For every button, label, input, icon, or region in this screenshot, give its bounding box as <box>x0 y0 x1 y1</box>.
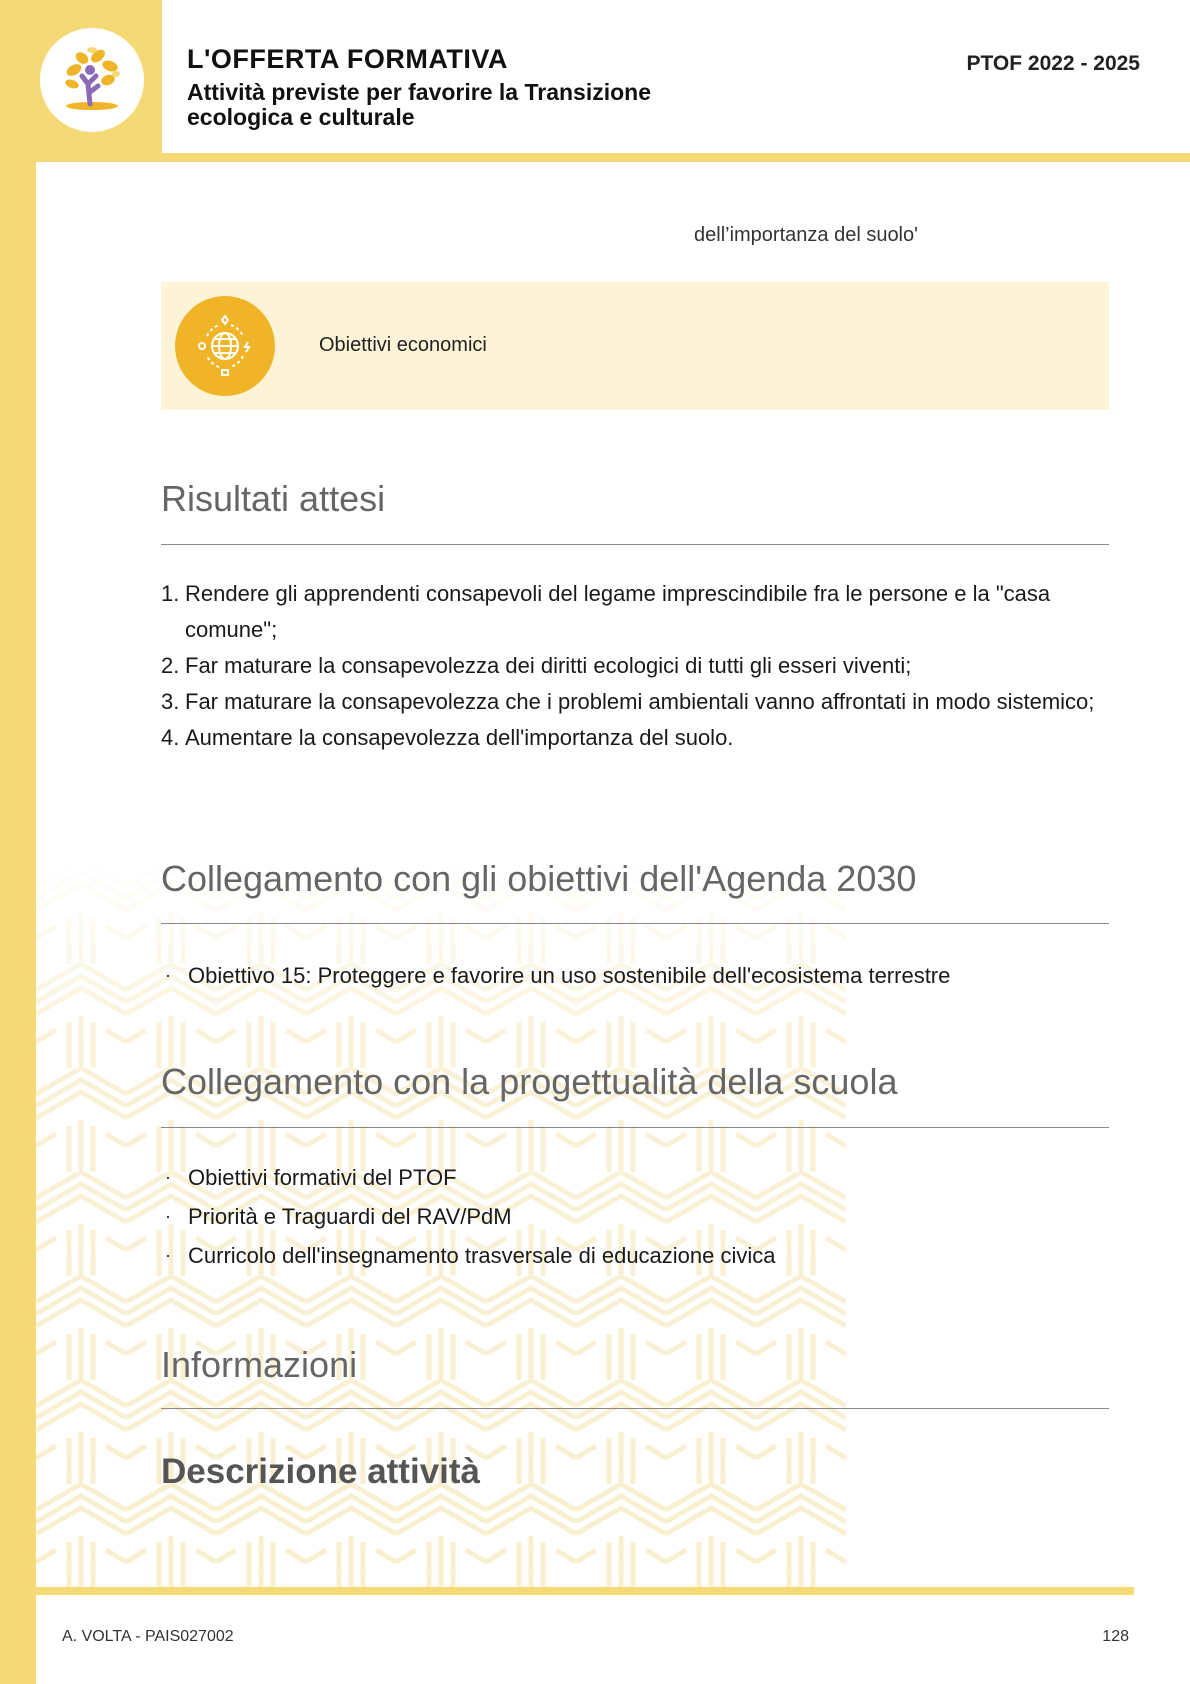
tree-logo-icon <box>52 40 132 120</box>
header-rule-left <box>36 153 162 162</box>
section-title-agenda: Collegamento con gli obiettivi dell'Agenda 2030 <box>161 858 917 899</box>
bullet-icon: · <box>165 1245 171 1265</box>
ptof-period: PTOF 2022 - 2025 <box>966 52 1140 75</box>
risultati-list <box>161 576 1111 756</box>
section-divider <box>161 923 1109 924</box>
header-rule <box>162 153 1190 162</box>
section-divider <box>161 1127 1109 1128</box>
footer-rule <box>36 1587 1134 1595</box>
section-divider <box>161 1408 1109 1409</box>
objective-box <box>161 282 1109 410</box>
list-item: · Obiettivo 15: Proteggere e favorire un uso sostenibile dell'ecosistema terrestre <box>161 956 1111 995</box>
list-item: 2. Far maturare la consapevolezza dei diritti ecologici di tutti gli esseri viventi; <box>161 653 912 678</box>
continued-text: dell’importanza del suolo' <box>694 224 918 246</box>
list-item: 4. Aumentare la consapevolezza dell'importanza del suolo. <box>161 725 734 750</box>
list-item: · Priorità e Traguardi del RAV/PdM <box>161 1197 1111 1236</box>
page-number: 128 <box>1102 1628 1129 1645</box>
section-title-progettualita: Collegamento con la progettualità della scuola <box>161 1061 898 1102</box>
list-item: 3. Far maturare la consapevolezza che i problemi ambientali vanno affrontati in modo sistemico; <box>161 689 1095 714</box>
agenda-list <box>161 956 1111 995</box>
page-title: L'OFFERTA FORMATIVA <box>187 44 508 74</box>
section-title-risultati: Risultati attesi <box>161 478 386 519</box>
list-item: 1. Rendere gli apprendenti consapevoli del legame imprescindibile fra le persone e la "casa comune"; <box>161 581 1051 642</box>
list-item: · Curricolo dell'insegnamento trasversale di educazione civica <box>161 1236 1111 1275</box>
bullet-icon: · <box>165 1206 171 1226</box>
left-accent-band <box>0 0 36 1684</box>
bullet-icon: · <box>165 1167 171 1187</box>
globe-economy-icon <box>193 314 257 378</box>
section-divider <box>161 544 1109 545</box>
bullet-icon: · <box>165 965 171 985</box>
footer-school-code: A. VOLTA - PAIS027002 <box>62 1628 234 1645</box>
description-heading: Descrizione attività <box>161 1452 480 1491</box>
page-subtitle: Attività previste per favorire la Transizione ecologica e culturale <box>187 79 651 130</box>
objective-icon-circle <box>175 296 275 396</box>
progettualita-list <box>161 1158 1111 1275</box>
school-logo <box>40 28 144 132</box>
objective-label: Obiettivi economici <box>319 334 487 356</box>
list-item: · Obiettivi formativi del PTOF <box>161 1158 1111 1197</box>
section-title-informazioni: Informazioni <box>161 1344 358 1385</box>
